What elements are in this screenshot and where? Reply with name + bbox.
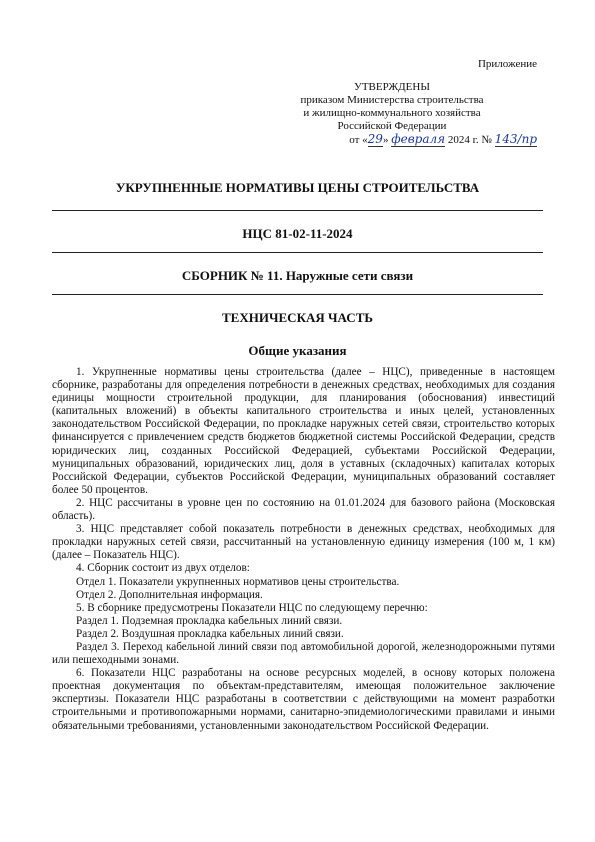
body-text <box>52 366 555 733</box>
paragraph-5-item-3: Раздел 3. Переход кабельной линий связи под автомобильной дорогой, железнодорожными путями или пешеходными зонами. <box>52 640 555 667</box>
document-title: УКРУПНЕННЫЕ НОРМАТИВЫ ЦЕНЫ СТРОИТЕЛЬСТВА <box>115 180 480 195</box>
section-title: ТЕХНИЧЕСКАЯ ЧАСТЬ <box>222 310 373 325</box>
approval-date-line <box>247 133 537 147</box>
date-mid: » <box>382 134 389 146</box>
paragraph-4-item-1: Отдел 1. Показатели укрупненных нормативов цены строительства. <box>76 575 400 588</box>
date-day-handwritten: 29 <box>367 132 383 146</box>
subsection-title: Общие указания <box>248 343 347 358</box>
paragraph-5-item-2: Раздел 2. Воздушная прокладка кабельных линий связи. <box>76 627 344 640</box>
paragraph-4-item-2: Отдел 2. Дополнительная информация. <box>76 588 263 601</box>
document-code: НЦС 81-02-11-2024 <box>242 226 353 241</box>
approval-line-2: и жилищно-коммунального хозяйства <box>303 107 481 119</box>
date-month-handwritten: февраля <box>391 132 446 146</box>
approval-block <box>247 58 537 147</box>
divider-2 <box>52 252 543 253</box>
paragraph-4: 4. Сборник состоит из двух отделов: <box>76 562 250 575</box>
divider-1 <box>52 210 543 211</box>
approval-line-1: приказом Министерства строительства <box>300 94 484 106</box>
date-year: 2024 г. № <box>447 134 492 146</box>
paragraph-5: 5. В сборнике предусмотрены Показатели НЦС по следующему перечню: <box>76 601 428 614</box>
approval-line-3: Российской Федерации <box>337 120 447 132</box>
date-prefix: от « <box>349 134 368 146</box>
paragraph-6: 6. Показатели НЦС разработаны на основе ресурсных моделей, в основу которых положена проектная документация по объектам-представителям, имеющая положительное заключение экспертизы. Показатели НЦС разработаны в соответствии с действующими на момент разработки строительными и противопожарными нормами, санитарно-эпидемиологическими правилами и иными обязательными требованиями, установленными законодательством Российской Федерации. <box>52 667 555 732</box>
appendix-label: Приложение <box>477 58 537 70</box>
divider-3 <box>52 294 543 295</box>
paragraph-3: 3. НЦС представляет собой показатель потребности в денежных средствах, необходимых для прокладки наружных сетей связи, рассчитанный на установленную единицу измерения (100 м, 1 км) (далее – Показатель НЦС). <box>52 523 555 562</box>
collection-title: СБОРНИК № 11. Наружные сети связи <box>181 268 414 283</box>
paragraph-2: 2. НЦС рассчитаны в уровне цен по состоянию на 01.01.2024 для базового района (Московская область). <box>52 496 555 523</box>
order-number-handwritten: 143/пр <box>494 132 537 146</box>
paragraph-5-item-1: Раздел 1. Подземная прокладка кабельных линий связи. <box>76 614 343 627</box>
approved-label: УТВЕРЖДЕНЫ <box>354 81 430 93</box>
paragraph-1: 1. Укрупненные нормативы цены строительства (далее – НЦС), приведенные в настоящем сборнике, разработаны для определения потребности в денежных средствах, необходимых для создания единицы мощности строительной продукции, для планирования (обоснования) инвестиций (капитальных вложений) в объекты капитального строительства и иных целей, установленных законодательством Российской Федерации, по прокладке наружных сетей связи, строительство которых финансируется с привлечением средств бюджетов бюджетной системы Российской Федерации, средств юридических лиц, созданных Российской Федерацией, субъектами Российской Федерации, муниципальных образований, юридических лиц, доля в уставных (складочных) капиталах которых Российской Федерации, субъектов Российской Федерации, муниципальных образований составляет более 50 процентов. <box>52 366 555 496</box>
